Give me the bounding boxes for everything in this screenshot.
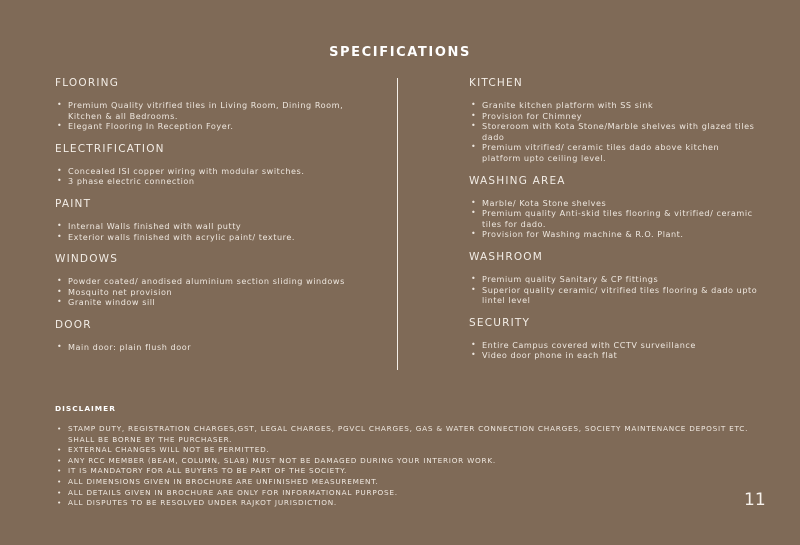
- disclaimer-item: • ALL DETAILS GIVEN IN BROCHURE ARE ONLY FOR INFORMATIONAL PURPOSE.: [55, 488, 755, 499]
- spec-item: • Entire Campus covered with CCTV surveillance: [469, 340, 759, 351]
- spec-section-door: [55, 319, 365, 353]
- spec-section-paint: [55, 198, 365, 242]
- section-heading: DOOR: [55, 318, 92, 331]
- section-heading: ELECTRIFICATION: [55, 142, 165, 155]
- spec-item: • Superior quality ceramic/ vitrified tiles flooring & dado upto lintel level: [469, 285, 759, 306]
- spec-section-washing-area: [469, 175, 759, 240]
- disclaimer-item: • ALL DISPUTES TO BE RESOLVED UNDER RAJKOT JURISDICTION.: [55, 498, 755, 509]
- spec-item: • Elegant Flooring In Reception Foyer.: [55, 121, 365, 132]
- spec-item: • Exterior walls finished with acrylic paint/ texture.: [55, 232, 365, 243]
- spec-section-electrification: [55, 143, 365, 187]
- spec-item: • Provision for Washing machine & R.O. Plant.: [469, 229, 759, 240]
- spec-list: [55, 342, 365, 353]
- spec-list: [55, 276, 365, 308]
- page-number: 11: [744, 490, 766, 510]
- spec-section-windows: [55, 253, 365, 308]
- section-heading: WASHROOM: [469, 250, 544, 263]
- section-heading: FLOORING: [55, 77, 120, 89]
- spec-list: [469, 340, 759, 361]
- spec-section-washroom: [469, 251, 759, 306]
- disclaimer-item: • ANY RCC MEMBER (BEAM, COLUMN, SLAB) MUST NOT BE DAMAGED DURING YOUR INTERIOR WORK.: [55, 456, 755, 467]
- page-title: SPECIFICATIONS: [329, 45, 471, 60]
- spec-item: • Video door phone in each flat: [469, 350, 759, 361]
- left-spec-column: [55, 77, 365, 364]
- section-heading: WASHING AREA: [469, 174, 566, 187]
- disclaimer-section: [55, 404, 755, 509]
- spec-list: [469, 198, 759, 240]
- disclaimer-item: • ALL DIMENSIONS GIVEN IN BROCHURE ARE UNFINISHED MEASUREMENT.: [55, 477, 755, 488]
- section-heading: PAINT: [55, 197, 92, 210]
- spec-section-security: [469, 317, 759, 361]
- spec-item: • Granite window sill: [55, 297, 365, 308]
- spec-section-flooring: [55, 77, 365, 132]
- spec-item: • Premium Quality vitrified tiles in Living Room, Dining Room, Kitchen & all Bedrooms.: [55, 100, 365, 121]
- spec-item: • Concealed ISI copper wiring with modular switches.: [55, 166, 365, 177]
- spec-item: • Provision for Chimney: [469, 111, 759, 122]
- spec-item: • Storeroom with Kota Stone/Marble shelves with glazed tiles dado: [469, 121, 759, 142]
- section-heading: KITCHEN: [469, 77, 523, 89]
- spec-list: [55, 221, 365, 242]
- section-heading: WINDOWS: [55, 253, 119, 266]
- section-heading: SECURITY: [469, 316, 531, 329]
- disclaimer-heading: DISCLAIMER: [55, 404, 116, 413]
- column-divider: [397, 78, 398, 370]
- right-spec-column: [469, 77, 759, 372]
- spec-item: • Granite kitchen platform with SS sink: [469, 100, 759, 111]
- disclaimer-item: • IT IS MANDATORY FOR ALL BUYERS TO BE PART OF THE SOCIETY.: [55, 466, 755, 477]
- spec-list: [469, 274, 759, 306]
- spec-list: [55, 166, 365, 187]
- spec-item: • Internal Walls finished with wall putty: [55, 221, 365, 232]
- spec-list: [55, 100, 365, 132]
- spec-item: • Powder coated/ anodised aluminium section sliding windows: [55, 276, 365, 287]
- disclaimer-list: [55, 424, 755, 509]
- spec-item: • Mosquito net provision: [55, 287, 365, 298]
- spec-item: • Marble/ Kota Stone shelves: [469, 198, 759, 209]
- spec-item: • Main door: plain flush door: [55, 342, 365, 353]
- spec-section-kitchen: [469, 77, 759, 164]
- spec-item: • 3 phase electric connection: [55, 176, 365, 187]
- spec-list: [469, 100, 759, 164]
- disclaimer-item: • STAMP DUTY, REGISTRATION CHARGES,GST, LEGAL CHARGES, PGVCL CHARGES, GAS & WATER CONNECTION CHARGES, SOCIETY MAINTENANCE DEPOSIT ETC. SHALL BE BORNE BY THE PURCHASER.: [55, 424, 755, 445]
- spec-item: • Premium vitrified/ ceramic tiles dado above kitchen platform upto ceiling level.: [469, 142, 759, 163]
- disclaimer-item: • EXTERNAL CHANGES WILL NOT BE PERMITTED.: [55, 445, 755, 456]
- spec-item: • Premium quality Anti-skid tiles flooring & vitrified/ ceramic tiles for dado.: [469, 208, 759, 229]
- spec-item: • Premium quality Sanitary & CP fittings: [469, 274, 759, 285]
